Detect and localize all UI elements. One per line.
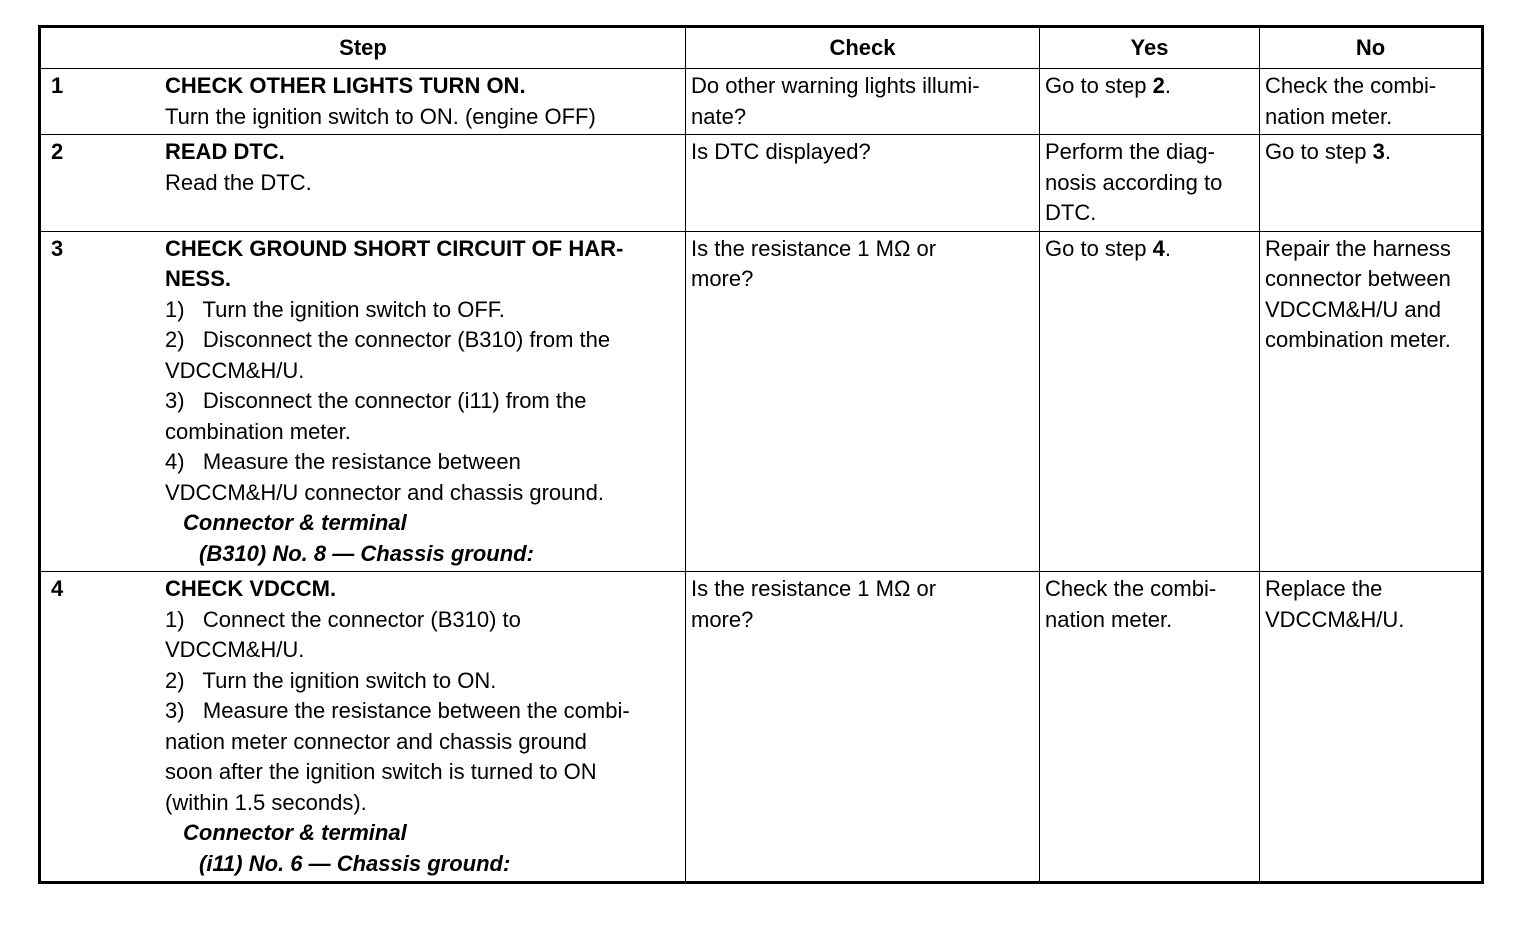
yes-text: Perform the diag-	[1045, 139, 1215, 164]
step-connector-line: Connector & terminal	[183, 510, 407, 535]
yes-step-ref: 2	[1152, 73, 1165, 98]
step-heading-line: CHECK VDCCM.	[165, 576, 337, 601]
step-body-line: 4) Measure the resistance between	[165, 449, 521, 474]
check-line	[691, 234, 1034, 265]
no-line	[1265, 234, 1476, 265]
yes-punct: .	[1164, 235, 1171, 261]
check-line	[691, 102, 1034, 133]
step-body-line: nation meter connector and chassis ground	[165, 728, 587, 754]
no-line	[1265, 574, 1476, 605]
no-text: connector between	[1265, 266, 1451, 291]
table-row	[40, 231, 1483, 572]
no-cell	[1260, 135, 1483, 232]
no-cell	[1260, 231, 1483, 572]
step-body-line: 2) Disconnect the connector (B310) from the	[165, 327, 611, 352]
header-no: No	[1260, 27, 1483, 69]
check-text: Is DTC displayed?	[691, 139, 871, 164]
yes-line	[1045, 234, 1254, 265]
yes-line	[1045, 137, 1254, 168]
step-cell	[40, 135, 686, 232]
yes-cell	[1040, 572, 1260, 883]
no-text: Repair the harness	[1265, 235, 1451, 261]
step-number: 4	[51, 576, 64, 601]
check-cell	[686, 135, 1040, 232]
no-line	[1265, 137, 1476, 168]
yes-text: Go to step	[1045, 235, 1153, 261]
table-row	[40, 135, 1483, 232]
yes-cell	[1040, 135, 1260, 232]
step-heading-line: CHECK OTHER LIGHTS TURN ON.	[165, 73, 526, 98]
yes-line	[1045, 574, 1254, 605]
yes-text: Check the combi-	[1045, 576, 1217, 601]
yes-punct: .	[1164, 73, 1171, 98]
no-line	[1265, 264, 1476, 295]
step-cell	[40, 231, 686, 572]
no-line	[1265, 325, 1476, 356]
no-cell	[1260, 69, 1483, 135]
step-body-line: soon after the ignition switch is turned to ON	[165, 759, 597, 784]
step-body-line: 2) Turn the ignition switch to ON.	[165, 667, 497, 693]
no-cell	[1260, 572, 1483, 883]
yes-line	[1045, 605, 1254, 636]
yes-step-ref: 4	[1152, 235, 1165, 261]
check-text: nate?	[691, 103, 747, 129]
table-header-row	[40, 27, 1483, 69]
step-body-line: VDCCM&H/U.	[165, 637, 305, 662]
check-line	[691, 137, 1034, 168]
check-text: Do other warning lights illumi-	[691, 73, 980, 98]
check-line	[691, 574, 1034, 605]
check-text: Is the resistance 1 MΩ or	[691, 235, 937, 261]
no-line	[1265, 102, 1476, 133]
no-line	[1265, 605, 1476, 636]
no-text: Check the combi-	[1265, 73, 1437, 98]
step-body-line: 3) Disconnect the connector (i11) from the	[165, 388, 587, 413]
yes-line	[1045, 198, 1254, 229]
yes-text: nosis according to	[1045, 169, 1223, 195]
yes-cell	[1040, 69, 1260, 135]
yes-line	[1045, 168, 1254, 199]
step-body-line: 3) Measure the resistance between the combi-	[165, 698, 630, 723]
yes-cell	[1040, 231, 1260, 572]
diagnostic-procedure-table	[38, 25, 1484, 884]
table-row	[40, 69, 1483, 135]
step-terminal-line: (i11) No. 6 — Chassis ground:	[199, 850, 511, 876]
check-line	[691, 264, 1034, 295]
step-number: 1	[51, 73, 64, 98]
no-text: Replace the	[1265, 576, 1383, 601]
check-cell	[686, 572, 1040, 883]
no-text: VDCCM&H/U and	[1265, 296, 1442, 322]
step-number: 2	[51, 139, 64, 164]
yes-text: DTC.	[1045, 200, 1097, 225]
step-heading-line: READ DTC.	[165, 139, 285, 164]
no-line	[1265, 295, 1476, 326]
check-cell	[686, 231, 1040, 572]
no-text: Go to step	[1265, 139, 1373, 164]
step-connector-line: Connector & terminal	[183, 820, 407, 845]
check-line	[691, 605, 1034, 636]
step-body-line: Turn the ignition switch to ON. (engine OFF)	[165, 103, 596, 129]
step-cell	[40, 69, 686, 135]
step-terminal-line: (B310) No. 8 — Chassis ground:	[199, 540, 534, 566]
header-check: Check	[686, 27, 1040, 69]
step-body-line: 1) Turn the ignition switch to OFF.	[165, 296, 505, 322]
check-line	[691, 71, 1034, 102]
step-number: 3	[51, 235, 64, 261]
no-step-ref: 3	[1372, 139, 1385, 164]
step-body-line: 1) Connect the connector (B310) to	[165, 606, 521, 632]
step-heading-line: CHECK GROUND SHORT CIRCUIT OF HAR-	[165, 235, 624, 261]
header-step: Step	[40, 27, 686, 69]
step-body-line: Read the DTC.	[165, 169, 312, 195]
no-text: VDCCM&H/U.	[1265, 606, 1405, 632]
check-text: more?	[691, 606, 754, 632]
step-body-line: VDCCM&H/U.	[165, 357, 305, 383]
yes-text: Go to step	[1045, 73, 1153, 98]
no-text: nation meter.	[1265, 103, 1393, 129]
yes-text: nation meter.	[1045, 606, 1173, 632]
header-yes: Yes	[1040, 27, 1260, 69]
no-text: combination meter.	[1265, 327, 1451, 352]
step-body-line: (within 1.5 seconds).	[165, 789, 367, 815]
step-body-line: combination meter.	[165, 418, 351, 444]
check-cell	[686, 69, 1040, 135]
no-line	[1265, 71, 1476, 102]
yes-line	[1045, 71, 1254, 102]
step-cell	[40, 572, 686, 883]
no-punct: .	[1384, 139, 1391, 164]
step-body-line: VDCCM&H/U connector and chassis ground.	[165, 479, 604, 505]
check-text: more?	[691, 266, 754, 291]
check-text: Is the resistance 1 MΩ or	[691, 576, 937, 601]
step-heading-line: NESS.	[165, 266, 232, 291]
table-row	[40, 572, 1483, 883]
